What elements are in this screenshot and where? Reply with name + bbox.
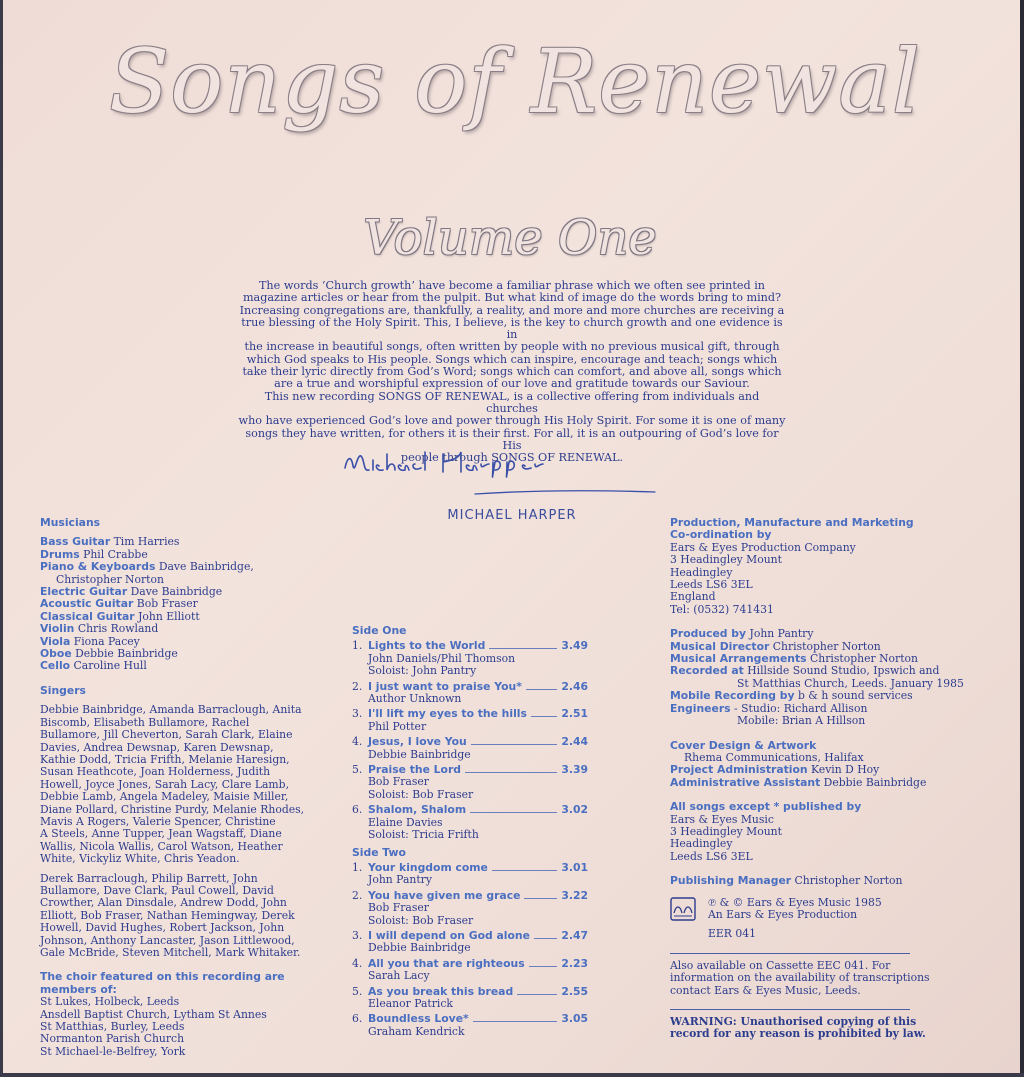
instrument-role: Cello (40, 659, 71, 673)
credit-value: Hillside Sound Studio, Ipswich and (747, 664, 940, 678)
track-title: Praise the Lord (368, 763, 462, 777)
track-credit: John Daniels/Phil Thomson (368, 651, 516, 665)
copyright-line: An Ears & Eyes Production (708, 907, 858, 921)
tracklist (352, 625, 588, 1041)
credit-label: Administrative Assistant (670, 775, 821, 789)
track-number: 2. (352, 679, 363, 693)
instrument-role: Acoustic Guitar (40, 597, 134, 611)
side-one-heading: Side One (352, 624, 407, 637)
track-item (352, 862, 588, 887)
published-heading: All songs except * published by (670, 800, 862, 814)
singer-line: Howell, David Hughes, Robert Jackson, John (40, 921, 285, 935)
credit-label: Engineers (670, 701, 731, 715)
musician-name: Dave Bainbridge, (158, 560, 254, 574)
credits-left-column (40, 517, 310, 1058)
musician-name: Dave Bainbridge (130, 585, 223, 599)
catalogue-number: EER 041 (708, 927, 756, 941)
credit-value: Christopher Norton (772, 639, 881, 653)
credit-value: Kevin D Hoy (811, 763, 880, 777)
credit-value: Debbie Bainbridge (823, 775, 927, 789)
singer-line: Davies, Andrea Dewsnap, Karen Dewsnap, (40, 740, 274, 754)
credits-right-column (670, 516, 964, 1041)
musician-credit (40, 660, 310, 672)
singer-line: Bullamore, Jill Cheverton, Sarah Clark, Elaine (40, 728, 293, 742)
intro-line: take their lyric directly from God’s Word; songs which can comfort, and above all, songs which (242, 365, 782, 379)
track-credit: Bob Fraser (368, 901, 429, 915)
track-title: I just want to praise You* (368, 679, 522, 693)
female-singers (40, 704, 310, 865)
intro-line: Increasing congregations are, thankfully, a reality, and more and more churches are receiving a (239, 303, 785, 317)
track-item (352, 736, 588, 761)
track-number: 1. (352, 860, 363, 874)
address-line: 3 Headingley Mount (670, 553, 782, 567)
choir-heading-line: members of: (40, 982, 117, 996)
musician-name: Debbie Bainbridge (75, 647, 178, 661)
track-number: 3. (352, 928, 363, 942)
track-title: As you break this bread (368, 984, 514, 998)
musicians-heading: Musicians (40, 516, 101, 529)
sleeve-edge-bottom (0, 1073, 1024, 1077)
track-item (352, 890, 588, 927)
ears-eyes-logo-icon (670, 897, 696, 921)
credit-value: Christopher Norton (794, 874, 903, 888)
singer-line: Howell, Joyce Jones, Sarah Lacy, Clare Lamb, (40, 777, 290, 791)
intro-line: songs they have written, for others it is their first. For all, it is an outpouring of God’s love for His (245, 426, 779, 452)
instrument-role: Violin (40, 622, 75, 636)
intro-line: which God speaks to His people. Songs which can inspire, encourage and teach; songs which (246, 352, 778, 366)
warning-line: WARNING: Unauthorised copying of this (670, 1015, 917, 1028)
intro-line: are a true and worshipful expression of our love and gratitude towards our Saviour. (274, 377, 750, 391)
choir-member: Ansdell Baptist Church, Lytham St Annes (40, 1007, 267, 1021)
track-credit: Eleanor Patrick (368, 996, 453, 1010)
track-number: 5. (352, 763, 363, 777)
credit-label: Project Administration (670, 763, 808, 777)
musician-name: Chris Rowland (77, 622, 159, 636)
credit-value: St Matthias Church, Leeds. January 1985 (737, 676, 964, 690)
singer-line: Kathie Dodd, Tricia Frifth, Melanie Haresign, (40, 752, 290, 766)
musician-name: Tim Harries (113, 535, 180, 549)
track-duration: 3.02 (561, 803, 588, 817)
track-number: 1. (352, 639, 363, 653)
intro-line: magazine articles or hear from the pulpit. But what kind of image do the words bring to mind? (242, 291, 782, 305)
intro-line: who have experienced God’s love and power through His Holy Spirit. For some it is one of many (238, 414, 786, 428)
choir-heading (40, 971, 310, 996)
singer-line: Wallis, Nicola Wallis, Carol Watson, Heather (40, 839, 283, 853)
singer-line: Susan Heathcote, Joan Holderness, Judith (40, 765, 271, 779)
choir-member: St Matthias, Burley, Leeds (40, 1020, 185, 1034)
warning-line: record for any reason is prohibited by law. (670, 1027, 926, 1041)
singer-line: Johnson, Anthony Lancaster, Jason Littlewood, (40, 933, 295, 947)
track-duration: 3.01 (561, 860, 588, 874)
musician-name: Phil Crabbe (83, 547, 148, 561)
track-credit: John Pantry (368, 873, 432, 887)
track-credit: Sarah Lacy (368, 969, 430, 983)
credit-value: John Pantry (749, 627, 814, 641)
address-line: Leeds LS6 3EL (670, 578, 753, 592)
track-credit: Soloist: John Pantry (368, 664, 477, 678)
musician-name: John Elliott (138, 609, 200, 623)
intro-line: This new recording SONGS OF RENEWAL, is a collective offering from individuals and churches (264, 389, 760, 415)
singer-line: Debbie Bainbridge, Amanda Barraclough, Anita (40, 703, 302, 717)
instrument-role: Oboe (40, 647, 72, 661)
choir-member: St Lukes, Holbeck, Leeds (40, 995, 180, 1009)
track-credit: Soloist: Tricia Frifth (368, 828, 479, 842)
credit-label: Cover Design & Artwork (670, 738, 817, 752)
track-credit: Graham Kendrick (368, 1024, 465, 1038)
track-item (352, 958, 588, 983)
publisher-line: Leeds LS6 3EL (670, 849, 753, 863)
choir-heading-line: The choir featured on this recording are (40, 970, 285, 984)
track-title: Your kingdom come (368, 860, 488, 874)
track-number: 3. (352, 707, 363, 721)
track-item (352, 708, 588, 733)
track-duration: 2.55 (561, 984, 588, 998)
track-title: Boundless Love* (368, 1012, 469, 1026)
sleeve-edge-right (1020, 0, 1024, 1077)
musician-name: Caroline Hull (73, 659, 147, 673)
track-duration: 3.22 (561, 888, 588, 902)
cassette-line: Also available on Cassette EEC 041. For (670, 958, 891, 972)
publisher-line: Ears & Eyes Music (670, 812, 774, 826)
track-duration: 2.47 (561, 928, 588, 942)
singers-heading: Singers (40, 683, 86, 697)
label-block (670, 897, 920, 941)
publisher-line: Headingley (670, 837, 733, 851)
divider (670, 1009, 910, 1010)
credit-value: - Studio: Richard Allison (734, 701, 868, 715)
track-duration: 2.51 (561, 707, 588, 721)
copyright-line: ℗ & © Ears & Eyes Music 1985 (708, 895, 882, 909)
credit-label: Publishing Manager (670, 874, 792, 888)
divider (670, 953, 910, 954)
singer-line: Mavis A Rogers, Valerie Spencer, Christine (40, 814, 276, 828)
track-title: Lights to the World (368, 639, 486, 653)
signed-name: MICHAEL HARPER (447, 508, 577, 523)
singer-line: Diane Pollard, Christine Purdy, Melanie Rhodes, (40, 802, 305, 816)
musician-credit (40, 536, 310, 548)
musician-name: Fiona Pacey (73, 634, 140, 648)
track-credit: Elaine Davies (368, 815, 443, 829)
track-duration: 3.39 (561, 763, 588, 777)
credit-label: Recorded at (670, 664, 744, 678)
track-number: 5. (352, 984, 363, 998)
address-line: England (670, 590, 716, 604)
track-item (352, 681, 588, 706)
track-title: Jesus, I love You (368, 735, 467, 749)
credit-value: Christopher Norton (810, 652, 918, 666)
singer-line: Debbie Lamb, Angela Madeley, Maisie Miller, (40, 790, 289, 804)
intro-line: The words ‘Church growth’ have become a familiar phrase which we often see printed in (258, 279, 766, 292)
track-number: 6. (352, 803, 363, 817)
track-number: 6. (352, 1012, 363, 1026)
track-item (352, 804, 588, 841)
track-credit: Author Unknown (368, 692, 462, 706)
track-duration: 2.23 (561, 956, 588, 970)
track-number: 4. (352, 735, 363, 749)
track-credit: Debbie Bainbridge (368, 941, 471, 955)
credit-value: b & h sound services (797, 689, 913, 703)
singer-line: A Steels, Anne Tupper, Jean Wagstaff, Diane (40, 827, 282, 841)
instrument-role: Drums (40, 547, 80, 561)
track-item (352, 764, 588, 801)
album-subtitle: Volume One (363, 210, 657, 266)
credit-label: Musical Director (670, 639, 770, 653)
credit-label: Musical Arrangements (670, 652, 807, 666)
singer-line: Crowther, Alan Dinsdale, Andrew Dodd, John (40, 896, 287, 910)
track-number: 2. (352, 888, 363, 902)
track-title: I will depend on God alone (368, 928, 530, 942)
intro-line: true blessing of the Holy Spirit. This, I believe, is the key to church growth and one evidence is in (241, 315, 783, 342)
male-singers (40, 873, 310, 960)
track-credit: Soloist: Bob Fraser (368, 913, 474, 927)
instrument-role: Viola (40, 634, 71, 648)
choir-member: Normanton Parish Church (40, 1032, 185, 1046)
track-duration: 3.49 (561, 639, 588, 653)
track-title: Shalom, Shalom (368, 803, 467, 817)
track-duration: 3.05 (561, 1012, 588, 1026)
track-duration: 2.44 (561, 735, 588, 749)
credit-value: Mobile: Brian A Hillson (737, 714, 866, 728)
address-line: Headingley (670, 565, 733, 579)
credit-label: Mobile Recording by (670, 689, 795, 703)
singer-line: White, Vickyliz White, Chris Yeadon. (40, 852, 240, 866)
choir-member: St Michael-le-Belfrey, York (40, 1044, 186, 1058)
side-two-heading: Side Two (352, 845, 406, 859)
handwritten-signature (335, 440, 675, 510)
sleeve-edge-left (0, 0, 3, 1077)
track-item (352, 930, 588, 955)
track-credit: Soloist: Bob Fraser (368, 787, 474, 801)
address-line: Ears & Eyes Production Company (670, 540, 856, 554)
track-duration: 2.46 (561, 679, 588, 693)
cassette-line: contact Ears & Eyes Music, Leeds. (670, 983, 861, 997)
track-title: All you that are righteous (368, 956, 525, 970)
musician-name: Bob Fraser (136, 597, 198, 611)
intro-text (238, 280, 786, 464)
track-credit: Phil Potter (368, 719, 427, 733)
track-credit: Bob Fraser (368, 775, 429, 789)
singer-line: Gale McBride, Steven Mitchell, Mark Whitaker. (40, 946, 301, 959)
instrument-role: Classical Guitar (40, 609, 135, 623)
musician-name: Christopher Norton (56, 572, 164, 586)
instrument-role: Piano & Keyboards (40, 560, 156, 574)
production-heading-line: Co-ordination by (670, 528, 772, 542)
instrument-role: Bass Guitar (40, 535, 111, 549)
singer-line: Elliott, Bob Fraser, Nathan Hemingway, Derek (40, 908, 295, 922)
track-item (352, 1013, 588, 1038)
address-line: Tel: (0532) 741431 (670, 602, 774, 616)
track-title: You have given me grace (368, 888, 521, 902)
singer-line: Biscomb, Elisabeth Bullamore, Rachel (40, 715, 250, 729)
credit-value: Rhema Communications, Halifax (684, 750, 864, 764)
track-item (352, 986, 588, 1011)
track-title: I'll lift my eyes to the hills (368, 707, 527, 721)
track-number: 4. (352, 956, 363, 970)
production-heading-line: Production, Manufacture and Marketing (670, 516, 914, 529)
track-credit: Debbie Bainbridge (368, 747, 471, 761)
singer-line: Bullamore, Dave Clark, Paul Cowell, David (40, 883, 274, 897)
instrument-role: Electric Guitar (40, 585, 128, 599)
track-item (352, 640, 588, 677)
intro-line: people through SONGS OF RENEWAL. (400, 451, 624, 465)
album-title: Songs of Renewal (109, 30, 921, 133)
publisher-line: 3 Headingley Mount (670, 824, 782, 838)
singer-line: Derek Barraclough, Philip Barrett, John (40, 871, 258, 885)
credit-label: Produced by (670, 627, 747, 641)
cassette-line: information on the availability of transcriptions (670, 971, 930, 985)
intro-line: the increase in beautiful songs, often written by people with no previous musical gift, through (244, 340, 780, 354)
